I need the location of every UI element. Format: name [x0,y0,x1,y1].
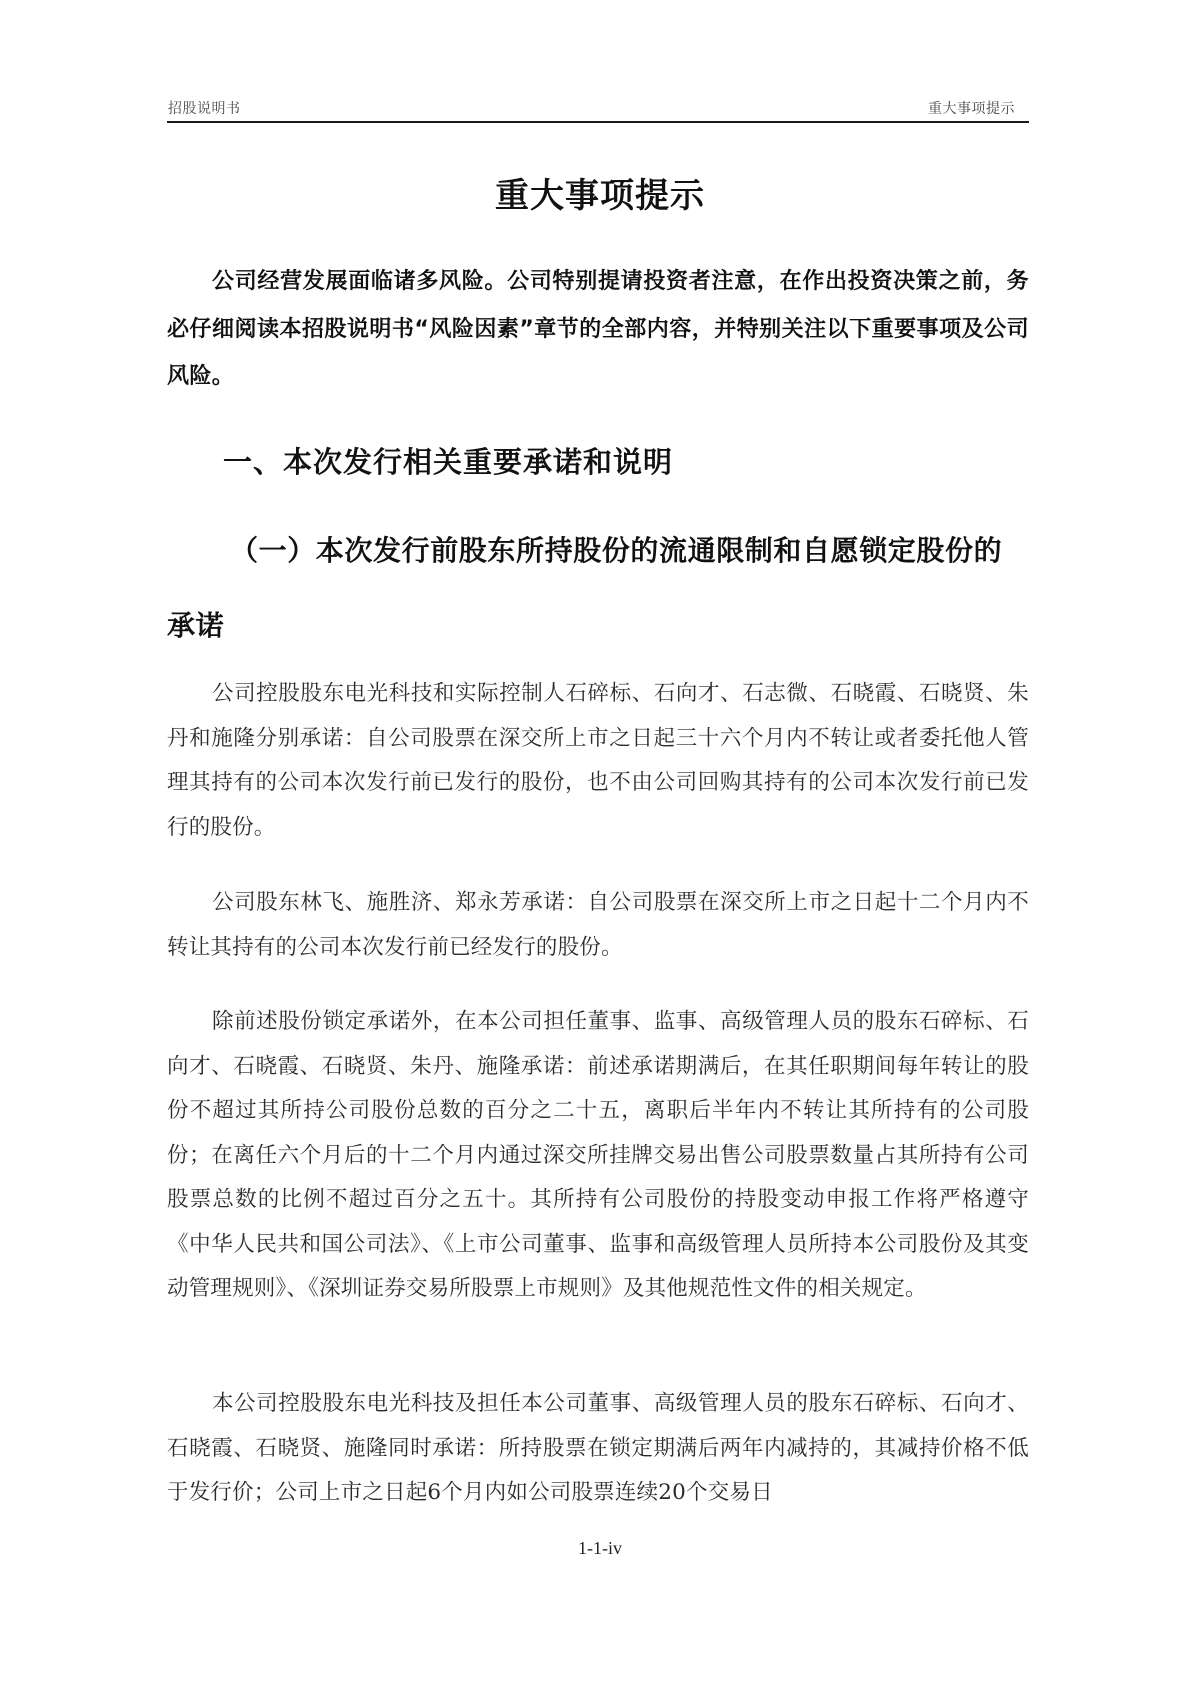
page-header [167,94,1029,123]
page-number: 1-1-iv [578,1538,622,1558]
body-paragraph: 公司控股股东电光科技和实际控制人石碎标、石向才、石志微、石晓霞、石晓贤、朱丹和施隆分别承诺：自公司股票在深交所上市之日起三十六个月内不转让或者委托他人管理其持有的公司本次发行前已发行的股份，也不由公司回购其持有的公司本次发行前已发行的股份。 [167,681,1029,840]
intro-paragraph: 公司经营发展面临诸多风险。公司特别提请投资者注意，在作出投资决策之前，务必仔细阅读本招股说明书“风险因素”章节的全部内容，并特别关注以下重要事项及公司风险。 [167,269,1029,389]
body-paragraph: 除前述股份锁定承诺外，在本公司担任董事、监事、高级管理人员的股东石碎标、石向才、石晓霞、石晓贤、朱丹、施隆承诺：前述承诺期满后，在其任职期间每年转让的股份不超过其所持公司股份总数的百分之二十五，离职后半年内不转让其所持有的公司股份；在离任六个月后的十二个月内通过深交所挂牌交易出售公司股票数量占其所持有公司股票总数的比例不超过百分之五十。其所持有公司股份的持股变动申报工作将严格遵守《中华人民共和国公司法》、《上市公司董事、监事和高级管理人员所持本公司股份及其变动管理规则》、《深圳证券交易所股票上市规则》及其他规范性文件的相关规定。 [167,1009,1029,1301]
subsection-heading: （一）本次发行前股东所持股份的流通限制和自愿锁定股份的承诺 [167,534,1003,642]
body-paragraph: 本公司控股股东电光科技及担任本公司董事、高级管理人员的股东石碎标、石向才、石晓霞、石晓贤、施隆同时承诺：所持股票在锁定期满后两年内减持的，其减持价格不低于发行价；公司上市之日起6个月内如公司股票连续20个交易日 [167,1391,1029,1505]
header-doc-name: 招股说明书 [168,101,241,117]
page-title: 重大事项提示 [495,176,705,216]
section-heading: 一、本次发行相关重要承诺和说明 [223,445,674,479]
body-paragraph: 公司股东林飞、施胜济、郑永芳承诺：自公司股票在深交所上市之日起十二个月内不转让其持有的公司本次发行前已经发行的股份。 [167,890,1029,960]
header-section-name: 重大事项提示 [928,101,1015,117]
